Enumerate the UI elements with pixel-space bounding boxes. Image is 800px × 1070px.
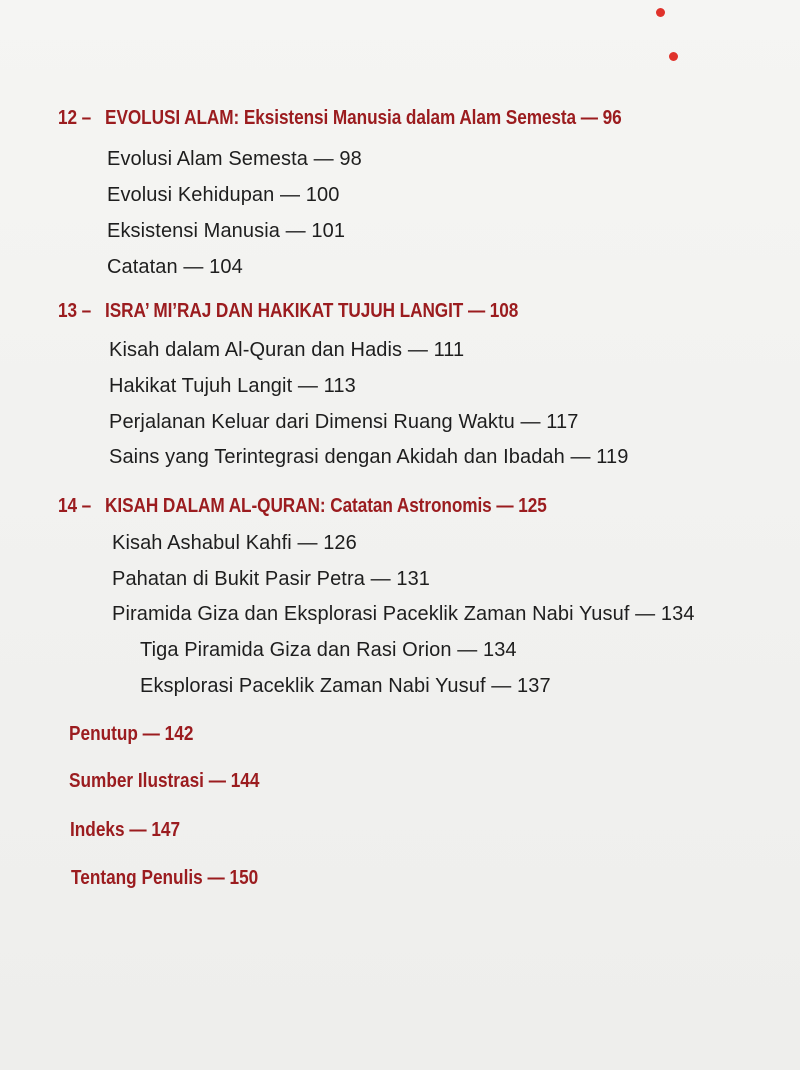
toc-entry[interactable]: Eksistensi Manusia — 101 [107, 220, 346, 242]
toc-penutup[interactable]: Penutup — 142 [69, 722, 194, 745]
toc-indeks[interactable]: Indeks — 147 [70, 818, 181, 841]
red-dot-decoration [656, 8, 665, 17]
toc-entry[interactable]: Catatan — 104 [107, 256, 243, 278]
chapter-number: 13 – [58, 299, 92, 322]
toc-subentry[interactable]: Eksplorasi Paceklik Zaman Nabi Yusuf — 137 [140, 675, 551, 697]
chapter-13-heading[interactable] [58, 299, 518, 323]
toc-entry[interactable]: Hakikat Tujuh Langit — 113 [109, 375, 356, 397]
chapter-12-heading[interactable] [58, 106, 622, 130]
toc-subentry[interactable]: Tiga Piramida Giza dan Rasi Orion — 134 [140, 639, 517, 661]
chapter-number: 12 – [58, 106, 92, 129]
toc-entry[interactable]: Sains yang Terintegrasi dengan Akidah dan Ibadah — 119 [109, 446, 629, 468]
toc-entry[interactable]: Kisah Ashabul Kahfi — 126 [112, 532, 357, 554]
toc-entry[interactable]: Perjalanan Keluar dari Dimensi Ruang Waktu — 117 [109, 411, 579, 433]
toc-entry[interactable]: Piramida Giza dan Eksplorasi Paceklik Zaman Nabi Yusuf — 134 [112, 603, 695, 625]
toc-entry[interactable]: Evolusi Kehidupan — 100 [107, 184, 340, 206]
toc-entry[interactable]: Kisah dalam Al-Quran dan Hadis — 111 [109, 339, 465, 361]
chapter-number: 14 – [58, 494, 92, 517]
toc-entry[interactable]: Evolusi Alam Semesta — 98 [107, 148, 362, 170]
chapter-14-heading[interactable] [58, 494, 547, 518]
chapter-title: EVOLUSI ALAM: Eksistensi Manusia dalam Alam Semesta — 96 [105, 106, 622, 129]
toc-sumber-ilustrasi[interactable]: Sumber Ilustrasi — 144 [69, 769, 260, 792]
chapter-title: KISAH DALAM AL-QURAN: Catatan Astronomis — 125 [105, 494, 547, 517]
chapter-title: ISRA’ MI’RAJ DAN HAKIKAT TUJUH LANGIT — 108 [105, 299, 519, 322]
toc-entry[interactable]: Pahatan di Bukit Pasir Petra — 131 [112, 568, 431, 590]
toc-tentang-penulis[interactable]: Tentang Penulis — 150 [71, 866, 259, 889]
red-dot-decoration [669, 52, 678, 61]
